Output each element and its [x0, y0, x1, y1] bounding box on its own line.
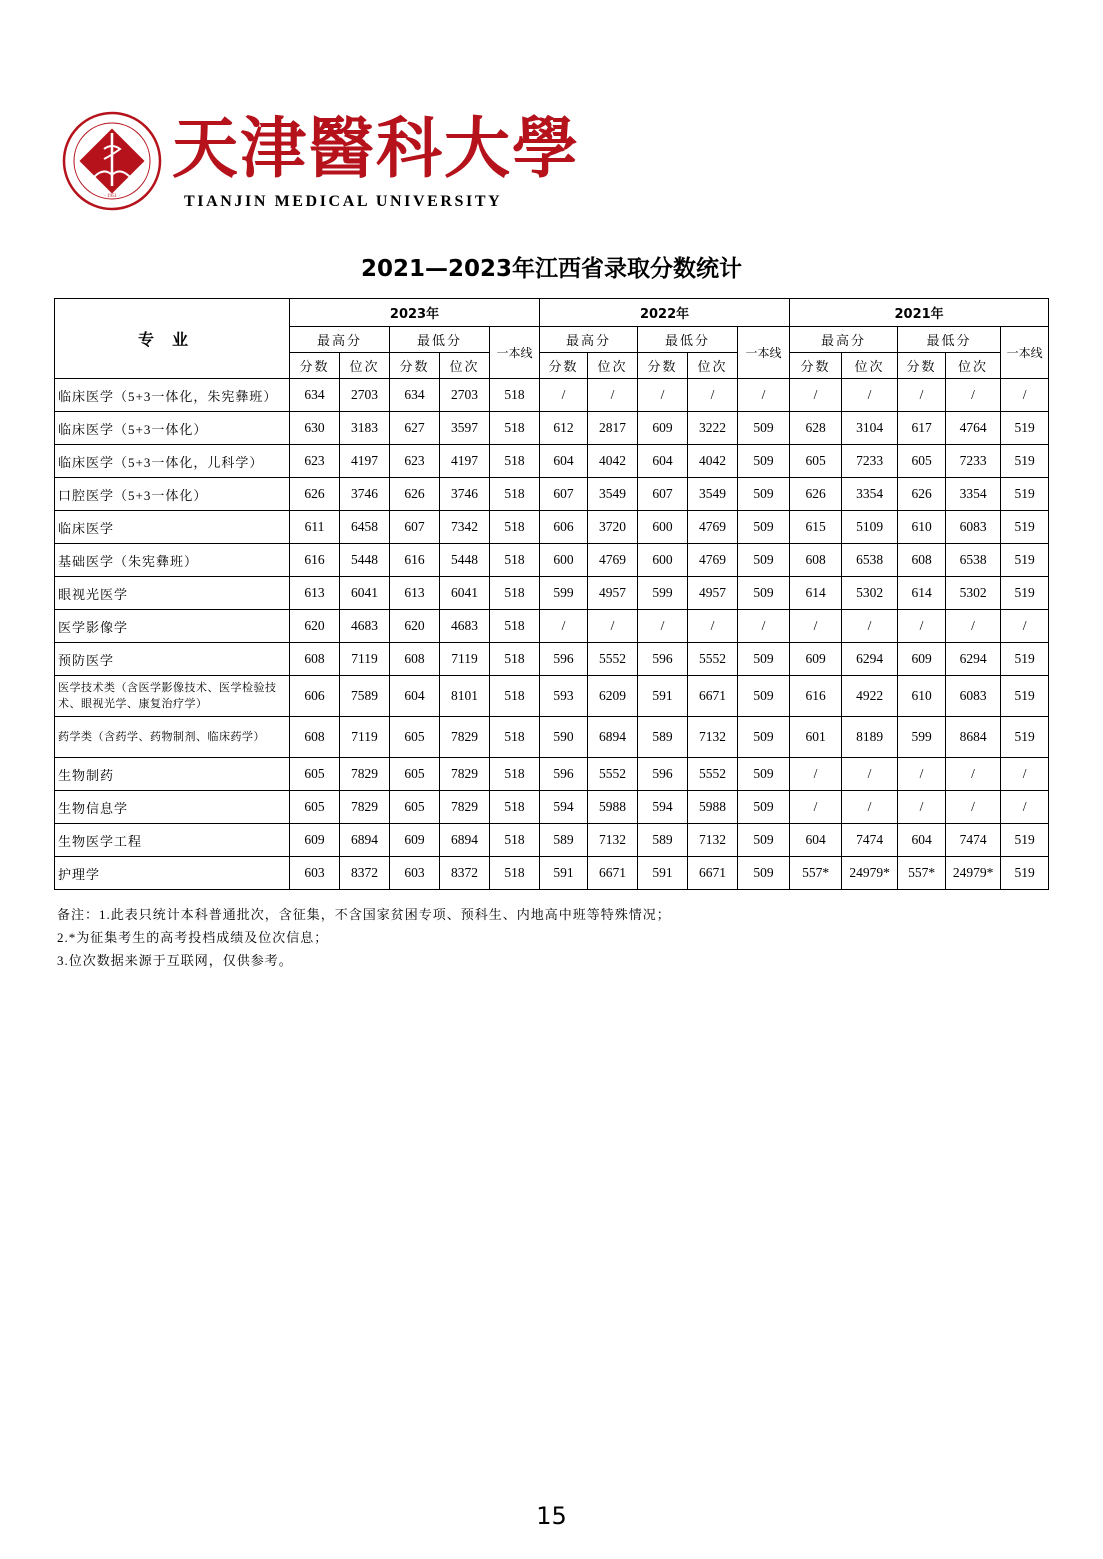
- rank-header: 位次: [688, 353, 738, 379]
- table-cell: /: [540, 379, 588, 412]
- table-cell: 7829: [340, 791, 390, 824]
- table-cell: 518: [490, 857, 540, 890]
- rank-header: 位次: [842, 353, 898, 379]
- table-cell: 609: [790, 643, 842, 676]
- note-line: 备注：1.此表只统计本科普通批次，含征集，不含国家贫困专项、预科生、内地高中班等特殊情况；: [57, 907, 671, 922]
- table-cell: 605: [390, 758, 440, 791]
- table-cell: 518: [490, 824, 540, 857]
- table-row: [55, 824, 1049, 857]
- table-cell: 605: [390, 791, 440, 824]
- table-cell: 7829: [440, 791, 490, 824]
- table-cell: 610: [898, 511, 946, 544]
- min-score-header: 最低分: [638, 327, 738, 353]
- rank-header: 位次: [588, 353, 638, 379]
- table-cell: 611: [290, 511, 340, 544]
- table-cell: 604: [898, 824, 946, 857]
- table-cell: 603: [290, 857, 340, 890]
- table-cell: 4764: [946, 412, 1001, 445]
- year-header: 2021年: [790, 299, 1049, 327]
- table-cell: 589: [638, 717, 688, 758]
- first-tier-line-header: 一本线: [1001, 327, 1049, 379]
- table-cell: 628: [790, 412, 842, 445]
- table-cell: 608: [290, 717, 340, 758]
- table-cell: 599: [638, 577, 688, 610]
- table-cell: /: [946, 610, 1001, 643]
- table-row: [55, 758, 1049, 791]
- table-cell: /: [790, 758, 842, 791]
- table-cell: 518: [490, 544, 540, 577]
- rank-header: 位次: [440, 353, 490, 379]
- table-cell: 8189: [842, 717, 898, 758]
- table-cell: 6538: [842, 544, 898, 577]
- table-cell: 2817: [588, 412, 638, 445]
- table-cell: /: [842, 610, 898, 643]
- table-cell: 4683: [440, 610, 490, 643]
- major-name: 生物制药: [55, 758, 290, 791]
- table-cell: 616: [290, 544, 340, 577]
- table-cell: 509: [738, 412, 790, 445]
- table-cell: 6538: [946, 544, 1001, 577]
- table-cell: 615: [790, 511, 842, 544]
- table-cell: 7342: [440, 511, 490, 544]
- table-cell: 594: [638, 791, 688, 824]
- table-cell: 593: [540, 676, 588, 717]
- table-cell: 612: [540, 412, 588, 445]
- table-cell: 5988: [688, 791, 738, 824]
- table-cell: 605: [790, 445, 842, 478]
- table-cell: 509: [738, 758, 790, 791]
- rank-header: 位次: [946, 353, 1001, 379]
- table-cell: 5302: [842, 577, 898, 610]
- table-cell: 7474: [946, 824, 1001, 857]
- score-header: 分数: [290, 353, 340, 379]
- table-cell: 608: [898, 544, 946, 577]
- table-cell: 614: [898, 577, 946, 610]
- table-cell: 519: [1001, 478, 1049, 511]
- first-tier-line-header: 一本线: [738, 327, 790, 379]
- year-header: 2022年: [540, 299, 790, 327]
- table-cell: 7829: [440, 758, 490, 791]
- major-name: 口腔医学（5+3一体化）: [55, 478, 290, 511]
- major-column-header: 专业: [55, 299, 290, 379]
- table-cell: /: [588, 610, 638, 643]
- table-cell: /: [1001, 610, 1049, 643]
- major-name: 临床医学（5+3一体化，朱宪彝班）: [55, 379, 290, 412]
- table-cell: 518: [490, 511, 540, 544]
- table-cell: 6458: [340, 511, 390, 544]
- table-cell: 5988: [588, 791, 638, 824]
- table-cell: 509: [738, 676, 790, 717]
- year-header: 2023年: [290, 299, 540, 327]
- table-cell: 4922: [842, 676, 898, 717]
- table-row: [55, 610, 1049, 643]
- table-cell: 603: [390, 857, 440, 890]
- table-cell: 609: [390, 824, 440, 857]
- admission-score-table: [54, 298, 1049, 890]
- table-cell: 5552: [588, 758, 638, 791]
- table-cell: 589: [638, 824, 688, 857]
- table-cell: 7119: [340, 717, 390, 758]
- note-line: 2.*为征集考生的高考投档成绩及位次信息；: [57, 930, 329, 945]
- table-cell: 2703: [440, 379, 490, 412]
- table-cell: 518: [490, 379, 540, 412]
- table-cell: 3549: [688, 478, 738, 511]
- table-cell: 5552: [688, 758, 738, 791]
- table-cell: /: [946, 791, 1001, 824]
- table-cell: 6671: [688, 857, 738, 890]
- table-cell: 509: [738, 791, 790, 824]
- table-cell: 5109: [842, 511, 898, 544]
- table-cell: 3746: [440, 478, 490, 511]
- table-cell: /: [1001, 379, 1049, 412]
- table-cell: 589: [540, 824, 588, 857]
- table-cell: 518: [490, 676, 540, 717]
- table-cell: 613: [290, 577, 340, 610]
- table-cell: 509: [738, 478, 790, 511]
- table-cell: 3104: [842, 412, 898, 445]
- table-cell: 7119: [340, 643, 390, 676]
- table-cell: 519: [1001, 676, 1049, 717]
- table-row: [55, 643, 1049, 676]
- table-cell: 4042: [588, 445, 638, 478]
- table-cell: 518: [490, 717, 540, 758]
- table-cell: /: [898, 379, 946, 412]
- table-cell: 3597: [440, 412, 490, 445]
- table-row: [55, 478, 1049, 511]
- table-cell: 4683: [340, 610, 390, 643]
- first-tier-line-header: 一本线: [490, 327, 540, 379]
- table-cell: /: [638, 610, 688, 643]
- table-cell: 8684: [946, 717, 1001, 758]
- table-cell: 591: [638, 857, 688, 890]
- table-cell: 6083: [946, 676, 1001, 717]
- table-cell: /: [898, 758, 946, 791]
- table-cell: 5448: [340, 544, 390, 577]
- table-cell: 509: [738, 857, 790, 890]
- table-cell: /: [738, 610, 790, 643]
- table-cell: 6041: [340, 577, 390, 610]
- table-cell: 7829: [440, 717, 490, 758]
- table-cell: 6083: [946, 511, 1001, 544]
- table-row: [55, 379, 1049, 412]
- table-cell: 596: [638, 643, 688, 676]
- table-cell: 557*: [898, 857, 946, 890]
- table-cell: 604: [540, 445, 588, 478]
- table-cell: /: [790, 791, 842, 824]
- table-cell: 519: [1001, 511, 1049, 544]
- table-cell: 7132: [588, 824, 638, 857]
- table-cell: 607: [390, 511, 440, 544]
- score-header: 分数: [790, 353, 842, 379]
- table-cell: 604: [638, 445, 688, 478]
- table-cell: 600: [638, 544, 688, 577]
- table-cell: 519: [1001, 824, 1049, 857]
- table-cell: 5552: [688, 643, 738, 676]
- table-cell: 601: [790, 717, 842, 758]
- table-cell: 620: [290, 610, 340, 643]
- table-cell: /: [946, 379, 1001, 412]
- table-row: [55, 412, 1049, 445]
- table-cell: 509: [738, 824, 790, 857]
- table-cell: /: [842, 758, 898, 791]
- table-cell: /: [1001, 758, 1049, 791]
- table-cell: 4042: [688, 445, 738, 478]
- note-line: 3.位次数据来源于互联网，仅供参考。: [57, 953, 293, 968]
- major-name: 护理学: [55, 857, 290, 890]
- table-cell: 609: [290, 824, 340, 857]
- table-cell: 634: [390, 379, 440, 412]
- table-cell: 7829: [340, 758, 390, 791]
- table-cell: 590: [540, 717, 588, 758]
- svg-text:· 1951 ·: · 1951 ·: [104, 194, 120, 199]
- table-cell: 594: [540, 791, 588, 824]
- table-cell: 607: [638, 478, 688, 511]
- university-chinese-name: 天津醫科大學: [172, 109, 580, 187]
- table-cell: 6041: [440, 577, 490, 610]
- table-cell: 4769: [688, 511, 738, 544]
- table-cell: 4957: [588, 577, 638, 610]
- table-cell: 630: [290, 412, 340, 445]
- table-cell: 3354: [946, 478, 1001, 511]
- table-cell: 4769: [588, 544, 638, 577]
- table-cell: 518: [490, 412, 540, 445]
- table-cell: 606: [290, 676, 340, 717]
- table-row: [55, 717, 1049, 758]
- table-cell: 609: [638, 412, 688, 445]
- table-cell: 591: [540, 857, 588, 890]
- table-row: [55, 857, 1049, 890]
- table-cell: 626: [290, 478, 340, 511]
- table-cell: 509: [738, 544, 790, 577]
- table-cell: 608: [390, 643, 440, 676]
- major-name: 药学类（含药学、药物制剂、临床药学）: [55, 717, 290, 758]
- table-cell: 617: [898, 412, 946, 445]
- table-cell: 518: [490, 791, 540, 824]
- table-cell: 519: [1001, 857, 1049, 890]
- table-cell: /: [638, 379, 688, 412]
- table-row: [55, 577, 1049, 610]
- table-cell: 596: [540, 758, 588, 791]
- table-cell: 599: [540, 577, 588, 610]
- table-cell: /: [738, 379, 790, 412]
- table-cell: 3354: [842, 478, 898, 511]
- table-cell: 626: [790, 478, 842, 511]
- table-cell: 6894: [588, 717, 638, 758]
- table-cell: 616: [790, 676, 842, 717]
- table-row: [55, 544, 1049, 577]
- table-cell: 623: [290, 445, 340, 478]
- table-cell: 620: [390, 610, 440, 643]
- rank-header: 位次: [340, 353, 390, 379]
- min-score-header: 最低分: [898, 327, 1001, 353]
- table-cell: 7233: [946, 445, 1001, 478]
- table-cell: 605: [898, 445, 946, 478]
- table-cell: /: [946, 758, 1001, 791]
- table-cell: 4957: [688, 577, 738, 610]
- table-cell: 6894: [340, 824, 390, 857]
- table-cell: 518: [490, 577, 540, 610]
- table-cell: /: [588, 379, 638, 412]
- table-cell: 519: [1001, 445, 1049, 478]
- table-cell: 6294: [842, 643, 898, 676]
- table-cell: 519: [1001, 412, 1049, 445]
- table-cell: 7119: [440, 643, 490, 676]
- table-cell: 3720: [588, 511, 638, 544]
- score-header: 分数: [540, 353, 588, 379]
- max-score-header: 最高分: [540, 327, 638, 353]
- table-cell: 7233: [842, 445, 898, 478]
- table-row: [55, 791, 1049, 824]
- table-cell: 610: [898, 676, 946, 717]
- page-number: 15: [536, 1502, 567, 1530]
- table-cell: /: [688, 610, 738, 643]
- table-cell: /: [540, 610, 588, 643]
- table-cell: 8372: [340, 857, 390, 890]
- table-cell: 518: [490, 445, 540, 478]
- table-cell: 605: [290, 758, 340, 791]
- major-name: 临床医学（5+3一体化）: [55, 412, 290, 445]
- table-cell: 626: [390, 478, 440, 511]
- table-cell: /: [842, 379, 898, 412]
- table-cell: 627: [390, 412, 440, 445]
- major-name: 眼视光医学: [55, 577, 290, 610]
- major-name: 临床医学: [55, 511, 290, 544]
- table-cell: 6209: [588, 676, 638, 717]
- table-cell: 509: [738, 643, 790, 676]
- university-english-name: TIANJIN MEDICAL UNIVERSITY: [184, 193, 503, 210]
- table-cell: 518: [490, 758, 540, 791]
- table-cell: 605: [390, 717, 440, 758]
- table-cell: 6894: [440, 824, 490, 857]
- table-cell: 606: [540, 511, 588, 544]
- table-cell: 600: [540, 544, 588, 577]
- table-cell: 7474: [842, 824, 898, 857]
- table-cell: 509: [738, 445, 790, 478]
- table-cell: 24979*: [842, 857, 898, 890]
- table-cell: 607: [540, 478, 588, 511]
- table-cell: 609: [898, 643, 946, 676]
- table-cell: 4769: [688, 544, 738, 577]
- table-cell: 4197: [440, 445, 490, 478]
- table-cell: 3549: [588, 478, 638, 511]
- table-cell: /: [842, 791, 898, 824]
- major-name: 生物信息学: [55, 791, 290, 824]
- table-cell: 519: [1001, 717, 1049, 758]
- table-cell: 5448: [440, 544, 490, 577]
- major-name: 医学影像学: [55, 610, 290, 643]
- table-cell: 509: [738, 577, 790, 610]
- table-cell: 613: [390, 577, 440, 610]
- table-cell: 591: [638, 676, 688, 717]
- table-cell: 5552: [588, 643, 638, 676]
- score-header: 分数: [390, 353, 440, 379]
- table-cell: /: [790, 610, 842, 643]
- table-cell: 5302: [946, 577, 1001, 610]
- table-cell: 616: [390, 544, 440, 577]
- table-cell: 6671: [588, 857, 638, 890]
- major-name: 临床医学（5+3一体化，儿科学）: [55, 445, 290, 478]
- table-cell: 4197: [340, 445, 390, 478]
- table-cell: 608: [790, 544, 842, 577]
- table-row: [55, 676, 1049, 717]
- table-cell: /: [688, 379, 738, 412]
- table-cell: 3183: [340, 412, 390, 445]
- table-cell: 2703: [340, 379, 390, 412]
- table-cell: 509: [738, 717, 790, 758]
- table-cell: 608: [290, 643, 340, 676]
- table-cell: 605: [290, 791, 340, 824]
- table-cell: 519: [1001, 544, 1049, 577]
- table-cell: 6671: [688, 676, 738, 717]
- university-seal-logo: [62, 111, 162, 211]
- table-cell: 3746: [340, 478, 390, 511]
- table-cell: 518: [490, 643, 540, 676]
- table-cell: 7132: [688, 824, 738, 857]
- page-title: 2021—2023年江西省录取分数统计: [360, 256, 743, 282]
- table-cell: 600: [638, 511, 688, 544]
- table-cell: 604: [790, 824, 842, 857]
- table-cell: 623: [390, 445, 440, 478]
- major-name: 基础医学（朱宪彝班）: [55, 544, 290, 577]
- table-cell: /: [1001, 791, 1049, 824]
- score-header: 分数: [898, 353, 946, 379]
- table-cell: 519: [1001, 577, 1049, 610]
- max-score-header: 最高分: [790, 327, 898, 353]
- min-score-header: 最低分: [390, 327, 490, 353]
- table-cell: 7132: [688, 717, 738, 758]
- score-header: 分数: [638, 353, 688, 379]
- table-cell: 518: [490, 478, 540, 511]
- table-cell: 596: [638, 758, 688, 791]
- table-row: [55, 445, 1049, 478]
- table-cell: 604: [390, 676, 440, 717]
- table-cell: 557*: [790, 857, 842, 890]
- notes: [57, 903, 671, 972]
- table-cell: 509: [738, 511, 790, 544]
- table-cell: 614: [790, 577, 842, 610]
- table-cell: 8372: [440, 857, 490, 890]
- table-cell: 599: [898, 717, 946, 758]
- table-cell: 519: [1001, 643, 1049, 676]
- major-name: 医学技术类（含医学影像技术、医学检验技术、眼视光学、康复治疗学）: [55, 676, 290, 717]
- major-name: 预防医学: [55, 643, 290, 676]
- major-name: 生物医学工程: [55, 824, 290, 857]
- table-cell: 24979*: [946, 857, 1001, 890]
- table-cell: 3222: [688, 412, 738, 445]
- table-cell: 518: [490, 610, 540, 643]
- table-cell: /: [790, 379, 842, 412]
- table-cell: 626: [898, 478, 946, 511]
- table-cell: 634: [290, 379, 340, 412]
- table-cell: 596: [540, 643, 588, 676]
- table-cell: /: [898, 610, 946, 643]
- max-score-header: 最高分: [290, 327, 390, 353]
- table-cell: 8101: [440, 676, 490, 717]
- table-row: [55, 511, 1049, 544]
- table-cell: 7589: [340, 676, 390, 717]
- table-cell: 6294: [946, 643, 1001, 676]
- table-cell: /: [898, 791, 946, 824]
